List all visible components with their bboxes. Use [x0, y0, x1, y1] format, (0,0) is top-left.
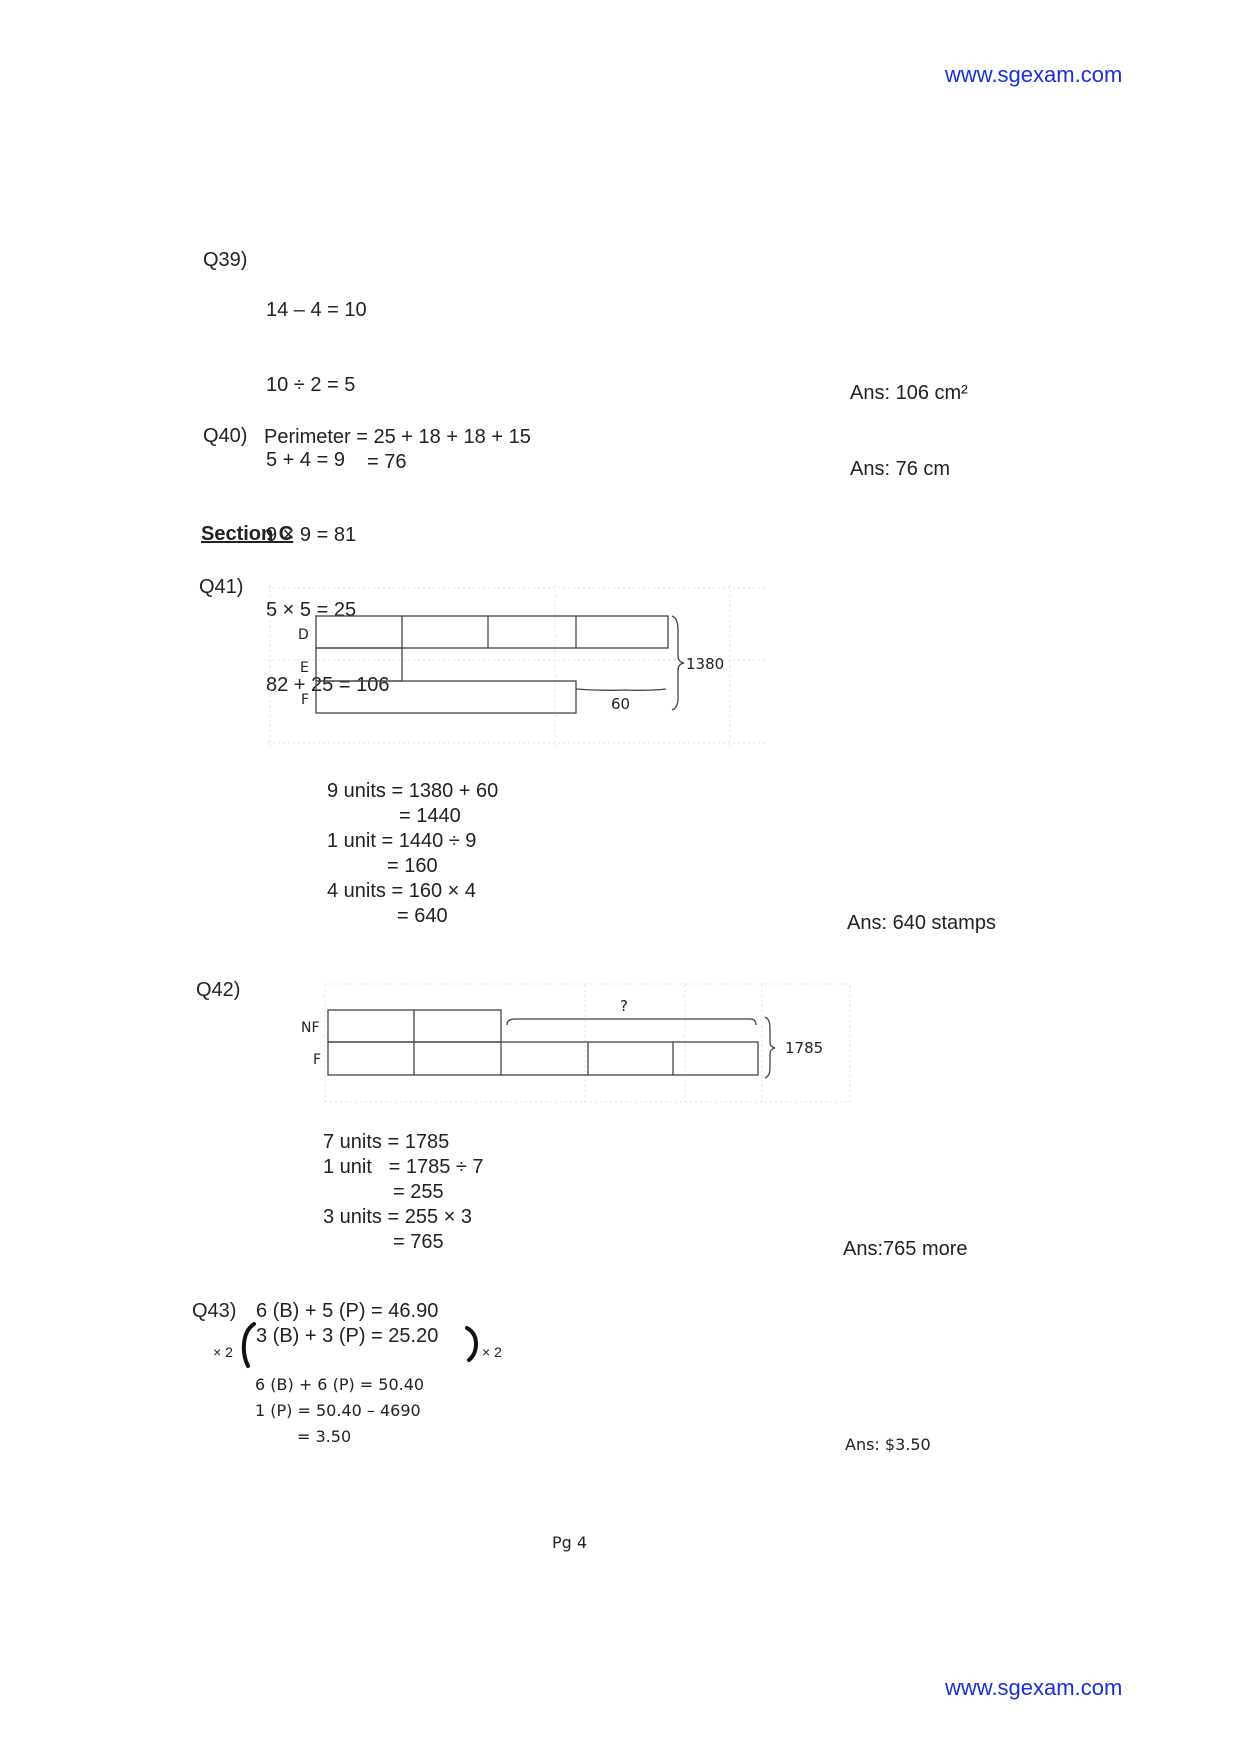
q41-row-label-e: E: [300, 660, 309, 676]
q41-line: = 1440: [399, 805, 461, 827]
q39-line: 82 + 25 = 106: [266, 674, 390, 696]
q41-label: Q41): [199, 576, 244, 598]
q41-line: 4 units = 160 × 4: [327, 880, 477, 902]
q42-line: = 255: [393, 1181, 444, 1203]
section-c-heading: Section C: [201, 523, 294, 545]
q40-line: = 76: [367, 451, 407, 473]
q43-equation-1: 6 (B) + 5 (P) = 46.90: [256, 1300, 439, 1322]
q43-label: Q43): [192, 1300, 237, 1322]
q41-bar-d: [316, 616, 668, 648]
q42-bar-f: [328, 1042, 758, 1075]
q43-right-bracket-icon: [463, 1324, 483, 1364]
q43-work-line: = 3.50: [297, 1427, 352, 1446]
q41-model-diagram: [260, 580, 780, 755]
q41-difference-label: 60: [611, 695, 631, 713]
q42-answer: Ans:765 more: [843, 1238, 968, 1260]
q41-line: 9 units = 1380 + 60: [327, 780, 499, 802]
footer-website-link[interactable]: www.sgexam.com: [945, 1675, 1123, 1700]
q42-line: 1 unit = 1785 ÷ 7: [323, 1156, 484, 1178]
page-number: Pg 4: [552, 1533, 588, 1552]
q40-answer: Ans: 76 cm: [850, 458, 951, 480]
q41-line: 1 unit = 1440 ÷ 9: [327, 830, 477, 852]
q40-label: Q40): [203, 425, 248, 447]
q39-line: 5 + 4 = 9: [266, 449, 345, 471]
q42-row-label-nf: NF: [301, 1020, 320, 1036]
q42-line: 3 units = 255 × 3: [323, 1206, 473, 1228]
q41-total-brace: [672, 616, 684, 710]
q41-answer: Ans: 640 stamps: [847, 912, 996, 934]
q43-equation-2: 3 (B) + 3 (P) = 25.20: [256, 1325, 439, 1347]
q41-bar-f: [316, 681, 576, 713]
q42-question-label: ?: [620, 997, 628, 1015]
q41-row-label-f: F: [301, 692, 310, 708]
q40-line: Perimeter = 25 + 18 + 18 + 15: [264, 426, 531, 448]
q39-answer: Ans: 106 cm²: [850, 382, 968, 404]
q43-multiplier-left: × 2: [213, 1344, 233, 1360]
q42-line: = 765: [393, 1231, 444, 1253]
q39-line: 9 × 9 = 81: [266, 524, 357, 546]
q42-row-label-f: F: [313, 1052, 322, 1068]
q41-total-label: 1380: [686, 655, 725, 673]
q43-multiplier-right: × 2: [482, 1344, 502, 1360]
q42-total-brace: [765, 1017, 775, 1078]
q43-left-bracket-icon: [238, 1320, 258, 1370]
q41-line: = 640: [397, 905, 448, 927]
q41-difference-brace: [576, 689, 666, 690]
q43-work-line: 6 (B) + 6 (P) = 50.40: [255, 1375, 425, 1394]
q43-answer: Ans: $3.50: [845, 1435, 931, 1454]
q41-line: = 160: [387, 855, 438, 877]
q42-total-label: 1785: [785, 1039, 824, 1057]
q42-model-diagram: [295, 980, 865, 1110]
q39-line: 5 × 5 = 25: [266, 599, 357, 621]
q42-question-brace: [507, 1019, 756, 1025]
header-website-link[interactable]: www.sgexam.com: [945, 62, 1123, 87]
q39-label: Q39): [203, 249, 248, 271]
q39-line: 10 ÷ 2 = 5: [266, 374, 356, 396]
q42-label: Q42): [196, 979, 241, 1001]
q41-bar-e: [316, 648, 402, 681]
q39-line: 14 – 4 = 10: [266, 299, 367, 321]
q41-row-label-d: D: [298, 627, 309, 643]
q42-line: 7 units = 1785: [323, 1131, 450, 1153]
q43-work-line: 1 (P) = 50.40 – 4690: [255, 1401, 421, 1420]
